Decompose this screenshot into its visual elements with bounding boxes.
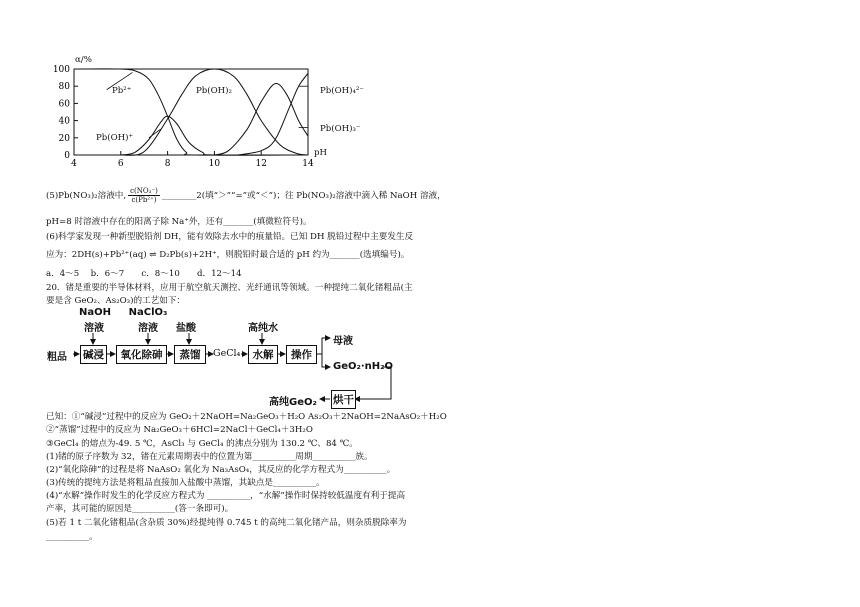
q20-line2: 要是含 GeO₂、As₂O₃)的工艺如下： bbox=[46, 296, 186, 306]
y-axis-label: α/% bbox=[75, 55, 92, 65]
q6-options: a．4～5 b．6～7 c．8～10 d．12～14 bbox=[46, 269, 242, 279]
q5-fraction: $\frac{\text{c(NO₃⁻)}}{\text{c(Pb²⁺)}}$ bbox=[130, 187, 158, 204]
sub-question-4-line2: 产率，其可能的原因是__________(答一条即可)。 bbox=[46, 504, 234, 514]
flow-crude: 粗品 bbox=[47, 352, 67, 363]
flow-mother-liquor: 母液 bbox=[333, 336, 353, 347]
sub-question-5-line1: (5)若 1 t 二氧化锗粗品(含杂质 30%)经提纯得 0.745 t 的高纯二氧化锗产品，则杂质脱除率为 bbox=[46, 518, 407, 528]
step-oxidize-arsenic: 氧化除砷 bbox=[116, 345, 167, 364]
flow-gecl4: GeCl₄ bbox=[213, 348, 241, 359]
reagent-naclo3: NaClO₃ 溶液 bbox=[128, 307, 168, 334]
y-tick-label-100: 100 bbox=[52, 65, 70, 75]
step-distill: 蒸馏 bbox=[174, 345, 206, 364]
q5-line1: (5)Pb(NO₃)₂溶液中, $\frac{\text{c(NO₃⁻)}}{\text{c(Pb²⁺)}}$ ________2(填“＞”“=”或“＜”)；往 Pb(NO₃)₂溶液中滴入稀 NaOH 溶液， bbox=[46, 187, 446, 204]
x-axis-label: pH bbox=[314, 148, 327, 158]
known-1: 已知：①“碱浸”过程中的反应为 GeO₂＋2NaOH=Na₂GeO₃＋H₂O As₂O₃＋2NaOH=2NaAsO₂＋H₂O bbox=[46, 412, 447, 422]
step-alkali-leach: 碱浸 bbox=[80, 345, 107, 364]
y-tick-label-60: 60 bbox=[58, 99, 70, 110]
y-tick-label-40: 40 bbox=[58, 116, 70, 127]
x-tick-label-4: 4 bbox=[71, 159, 77, 169]
series-label-pboh4: Pb(OH)₄²⁻ bbox=[320, 86, 364, 96]
y-tick-label-20: 20 bbox=[58, 133, 70, 144]
series-label-pboh2: Pb(OH)₂ bbox=[196, 86, 232, 96]
y-tick-label-0: 0 bbox=[64, 151, 70, 161]
x-tick-label-14: 14 bbox=[302, 159, 314, 169]
q20-line1: 20．锗是重要的半导体材料，应用于航空航天测控、光纤通讯等领域。一种提纯二氧化锗粗品(主 bbox=[46, 283, 413, 293]
series-label-pboh: Pb(OH)⁺ bbox=[96, 133, 134, 143]
known-2: ②“蒸馏”过程中的反应为 Na₂GeO₃＋6HCl=2NaCl＋GeCl₄＋3H₂O bbox=[46, 425, 313, 435]
step-operation: 操作 bbox=[286, 345, 317, 364]
reagent-naoh: NaOH 溶液 bbox=[79, 307, 111, 334]
flow-geo2-hydrate: GeO₂·nH₂O bbox=[333, 361, 394, 372]
sub-question-3: (3)传统的提纯方法是将粗品直接加入盐酸中蒸馏，其缺点是__________。 bbox=[46, 478, 325, 488]
q6-line1: (6)科学家发现一种新型脱铅剂 DH，能有效除去水中的痕量铅。已知 DH 脱铅过程中主要发生反 bbox=[46, 232, 414, 242]
x-tick-label-12: 12 bbox=[255, 159, 267, 169]
reagent-hcl: 盐酸 bbox=[176, 323, 196, 334]
step-dry: 烘干 bbox=[331, 390, 356, 409]
q5-line2: pH=8 时溶液中存在的阳离子除 Na⁺外，还有_______(填微粒符号)。 bbox=[46, 217, 312, 227]
x-tick-label-6: 6 bbox=[117, 159, 124, 169]
known-3: ③GeCl₄ 的熔点为-49. 5 ℃，AsCl₃ 与 GeCl₄ 的沸点分别为 130.2 ℃、84 ℃。 bbox=[46, 439, 358, 449]
x-tick-label-10: 10 bbox=[208, 159, 221, 169]
series-label-pb2: Pb²⁺ bbox=[112, 86, 132, 96]
y-tick-label-80: 80 bbox=[58, 82, 70, 93]
reagent-pure-water: 高纯水 bbox=[248, 323, 278, 334]
sub-question-1: (1)锗的原子序数为 32，锗在元素周期表中的位置为第__________周期__________族。 bbox=[46, 452, 373, 462]
step-hydrolysis: 水解 bbox=[248, 345, 278, 364]
sub-question-2: (2)“氧化除砷”的过程是将 NaAsO₂ 氧化为 Na₃AsO₄，其反应的化学方程式为__________。 bbox=[46, 465, 396, 475]
q6-line2: 应为：2DH(s)+Pb²⁺(aq) ⇌ D₂Pb(s)+2H⁺，则脱铅时最合适的 pH 约为_______(选填编号)。 bbox=[46, 250, 410, 260]
series-label-pboh3: Pb(OH)₃⁻ bbox=[320, 124, 361, 134]
x-tick-label-8: 8 bbox=[164, 159, 171, 169]
flow-product: 高纯GeO₂ bbox=[269, 397, 317, 408]
sub-question-5-line2: __________。 bbox=[46, 532, 98, 542]
sub-question-4-line1: (4)“水解”操作时发生的化学反应方程式为 __________，“水解”操作时保持较低温度有利于提高 bbox=[46, 491, 406, 501]
